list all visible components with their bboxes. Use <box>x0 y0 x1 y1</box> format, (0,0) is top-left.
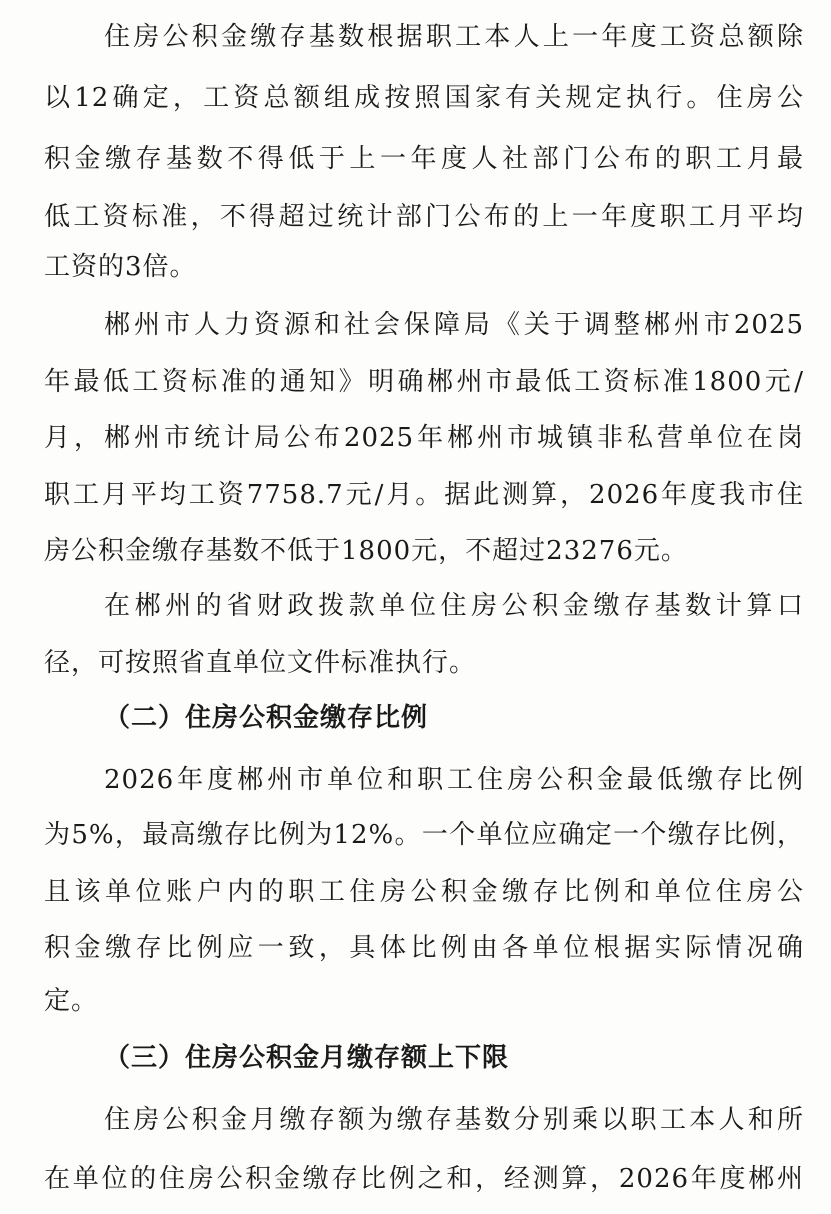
paragraph-1-line-4: 低工资标准，不得超过统计部门公布的上一年度职工月平均 <box>44 202 804 232</box>
paragraph-2-line-5: 房公积金缴存基数不低于1800元，不超过23276元。 <box>44 536 688 566</box>
paragraph-4-line-2: 为5%，最高缴存比例为12%。一个单位应确定一个缴存比例， <box>44 820 804 850</box>
paragraph-2-line-1: 郴州市人力资源和社会保障局《关于调整郴州市2025 <box>104 310 804 340</box>
paragraph-1-line-2: 以12确定，工资总额组成按照国家有关规定执行。住房公 <box>44 83 804 113</box>
paragraph-4-line-3: 且该单位账户内的职工住房公积金缴存比例和单位住房公 <box>44 877 804 907</box>
paragraph-3-line-2: 径，可按照省直单位文件标准执行。 <box>44 648 477 678</box>
paragraph-5-line-1: 住房公积金月缴存额为缴存基数分别乘以职工本人和所 <box>104 1105 804 1135</box>
paragraph-4-line-5: 定。 <box>44 986 99 1016</box>
paragraph-1-line-3: 积金缴存基数不得低于上一年度人社部门公布的职工月最 <box>44 144 804 174</box>
section-heading-3: （三）住房公积金月缴存额上下限 <box>104 1043 510 1073</box>
paragraph-1-line-5: 工资的3倍。 <box>44 252 197 282</box>
section-heading-2: （二）住房公积金缴存比例 <box>104 703 429 733</box>
paragraph-2-line-2: 年最低工资标准的通知》明确郴州市最低工资标准1800元/ <box>44 367 804 397</box>
paragraph-2-line-3: 月，郴州市统计局公布2025年郴州市城镇非私营单位在岗 <box>44 423 804 453</box>
paragraph-4-line-1: 2026年度郴州市单位和职工住房公积金最低缴存比例 <box>104 765 804 795</box>
paragraph-2-line-4: 职工月平均工资7758.7元/月。据此测算，2026年度我市住 <box>44 480 804 510</box>
paragraph-4-line-4: 积金缴存比例应一致，具体比例由各单位根据实际情况确 <box>44 933 804 963</box>
paragraph-3-line-1: 在郴州的省财政拨款单位住房公积金缴存基数计算口 <box>104 591 804 621</box>
paragraph-5-line-2: 在单位的住房公积金缴存比例之和，经测算，2026年度郴州 <box>44 1164 804 1194</box>
paragraph-1-line-1: 住房公积金缴存基数根据职工本人上一年度工资总额除 <box>104 22 804 52</box>
